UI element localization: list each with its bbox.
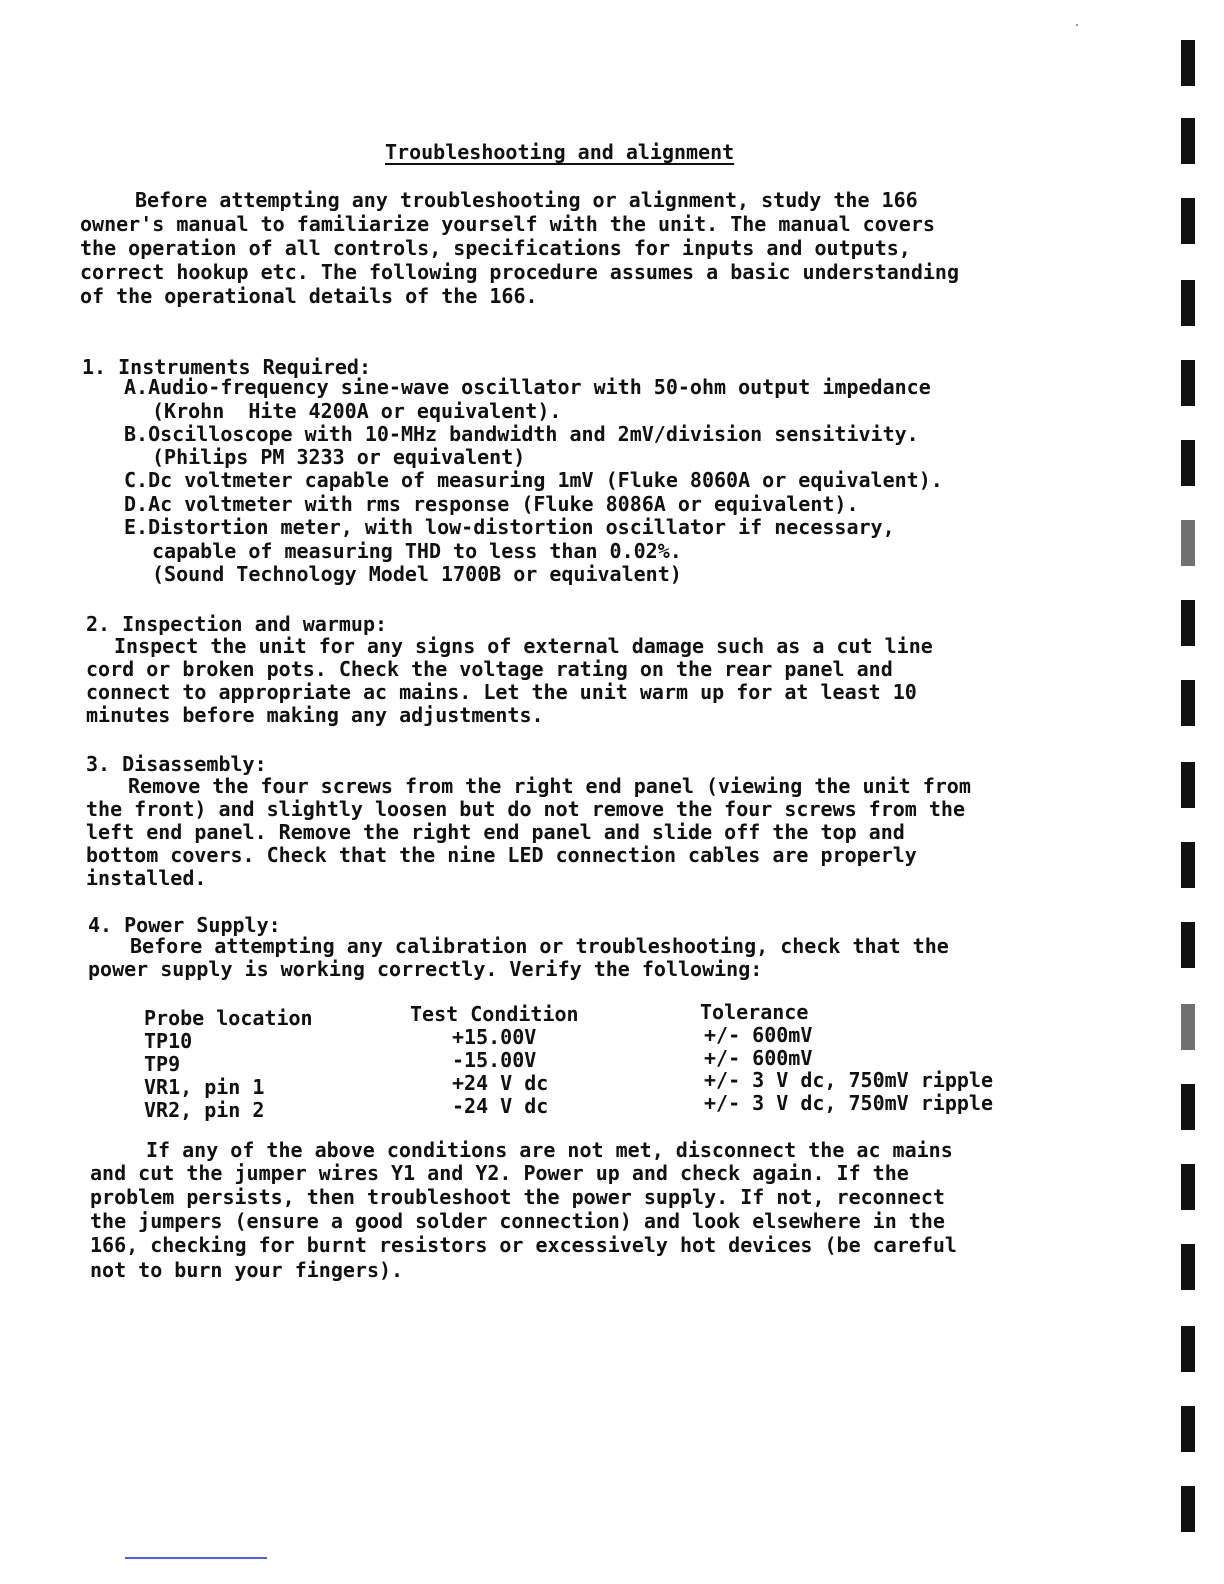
intro-line: owner's manual to familiarize yourself with the unit. The manual covers <box>80 212 935 236</box>
section-line: 166, checking for burnt resistors or excessively hot devices (be careful <box>90 1233 957 1257</box>
table-cell: VR2, pin 2 <box>144 1098 265 1122</box>
table-cell: +15.00V <box>452 1025 537 1049</box>
table-cell: +/- 3 V dc, 750mV ripple <box>704 1091 993 1115</box>
scan-mark <box>1181 1084 1195 1130</box>
section-line: minutes before making any adjustments. <box>86 703 544 727</box>
scan-mark <box>1181 440 1195 486</box>
section-line: installed. <box>86 866 207 890</box>
table-header: Test Condition <box>410 1002 579 1026</box>
section-line: the front) and slightly loosen but do not remove the four screws from the <box>86 797 965 821</box>
scan-speck <box>1076 24 1078 26</box>
section-line: connect to appropriate ac mains. Let the unit warm up for at least 10 <box>86 680 917 704</box>
table-cell: VR1, pin 1 <box>144 1075 265 1099</box>
instrument-item: C.Dc voltmeter capable of measuring 1mV (Fluke 8060A or equivalent). <box>124 468 943 492</box>
section-line: the jumpers (ensure a good solder connection) and look elsewhere in the <box>90 1209 945 1233</box>
section-line: bottom covers. Check that the nine LED connection cables are properly <box>86 843 917 867</box>
scan-mark <box>1181 1486 1195 1532</box>
scan-mark <box>1181 520 1195 566</box>
scan-mark <box>1181 1244 1195 1290</box>
section-line: If any of the above conditions are not met, disconnect the ac mains <box>146 1138 953 1162</box>
section-line: cord or broken pots. Check the voltage rating on the rear panel and <box>86 657 893 681</box>
instrument-item: (Krohn Hite 4200A or equivalent). <box>152 399 562 423</box>
intro-line: Before attempting any troubleshooting or alignment, study the 166 <box>135 188 918 212</box>
section-line: power supply is working correctly. Verify the following: <box>88 957 763 981</box>
section-line: Remove the four screws from the right end panel (viewing the unit from <box>128 774 971 798</box>
section-line: problem persists, then troubleshoot the power supply. If not, reconnect <box>90 1185 945 1209</box>
intro-line: the operation of all controls, specifications for inputs and outputs, <box>80 236 911 260</box>
scan-mark <box>1181 1326 1195 1372</box>
instrument-item: B.Oscilloscope with 10-MHz bandwidth and 2mV/division sensitivity. <box>124 422 919 446</box>
section-heading: 4. Power Supply: <box>88 913 281 937</box>
scan-mark <box>1181 762 1195 808</box>
table-cell: TP9 <box>144 1052 181 1076</box>
intro-line: correct hookup etc. The following procedure assumes a basic understanding <box>80 260 959 284</box>
table-cell: +/- 600mV <box>704 1023 813 1047</box>
scan-mark <box>1181 280 1195 326</box>
scan-mark <box>1181 680 1195 726</box>
table-cell: -15.00V <box>452 1048 537 1072</box>
section-line: not to burn your fingers). <box>90 1258 404 1282</box>
section-heading: 1. Instruments Required: <box>82 355 371 379</box>
table-cell: -24 V dc <box>452 1094 549 1118</box>
scan-mark <box>1181 842 1195 888</box>
instrument-item: (Sound Technology Model 1700B or equivalent) <box>152 562 682 586</box>
scan-mark <box>1181 198 1195 244</box>
scan-mark <box>1181 360 1195 406</box>
scan-mark <box>1181 922 1195 968</box>
scan-mark <box>1181 118 1195 164</box>
scan-mark <box>1181 1004 1195 1050</box>
scan-mark <box>1181 1164 1195 1210</box>
instrument-item: capable of measuring THD to less than 0.02%. <box>152 539 682 563</box>
table-cell: +/- 600mV <box>704 1046 813 1070</box>
table-cell: +/- 3 V dc, 750mV ripple <box>704 1068 993 1092</box>
section-line: Before attempting any calibration or troubleshooting, check that the <box>130 934 949 958</box>
footer-rule <box>125 1557 267 1559</box>
table-header: Tolerance <box>700 1000 809 1024</box>
section-line: Inspect the unit for any signs of external damage such as a cut line <box>114 634 933 658</box>
table-cell: +24 V dc <box>452 1071 549 1095</box>
table-header: Probe location <box>144 1006 313 1030</box>
scan-mark <box>1181 600 1195 646</box>
scan-mark <box>1181 40 1195 86</box>
instrument-item: E.Distortion meter, with low-distortion oscillator if necessary, <box>124 515 895 539</box>
scan-mark <box>1181 1406 1195 1452</box>
intro-line: of the operational details of the 166. <box>80 284 538 308</box>
section-heading: 2. Inspection and warmup: <box>86 612 388 636</box>
table-cell: TP10 <box>144 1029 193 1053</box>
section-line: left end panel. Remove the right end panel and slide off the top and <box>86 820 905 844</box>
instrument-item: (Philips PM 3233 or equivalent) <box>152 445 526 469</box>
section-heading: 3. Disassembly: <box>86 752 267 776</box>
instrument-item: D.Ac voltmeter with rms response (Fluke 8086A or equivalent). <box>124 492 859 516</box>
section-line: and cut the jumper wires Y1 and Y2. Power up and check again. If the <box>90 1161 909 1185</box>
page-title: Troubleshooting and alignment <box>385 140 735 164</box>
instrument-item: A.Audio-frequency sine-wave oscillator with 50-ohm output impedance <box>124 375 931 399</box>
